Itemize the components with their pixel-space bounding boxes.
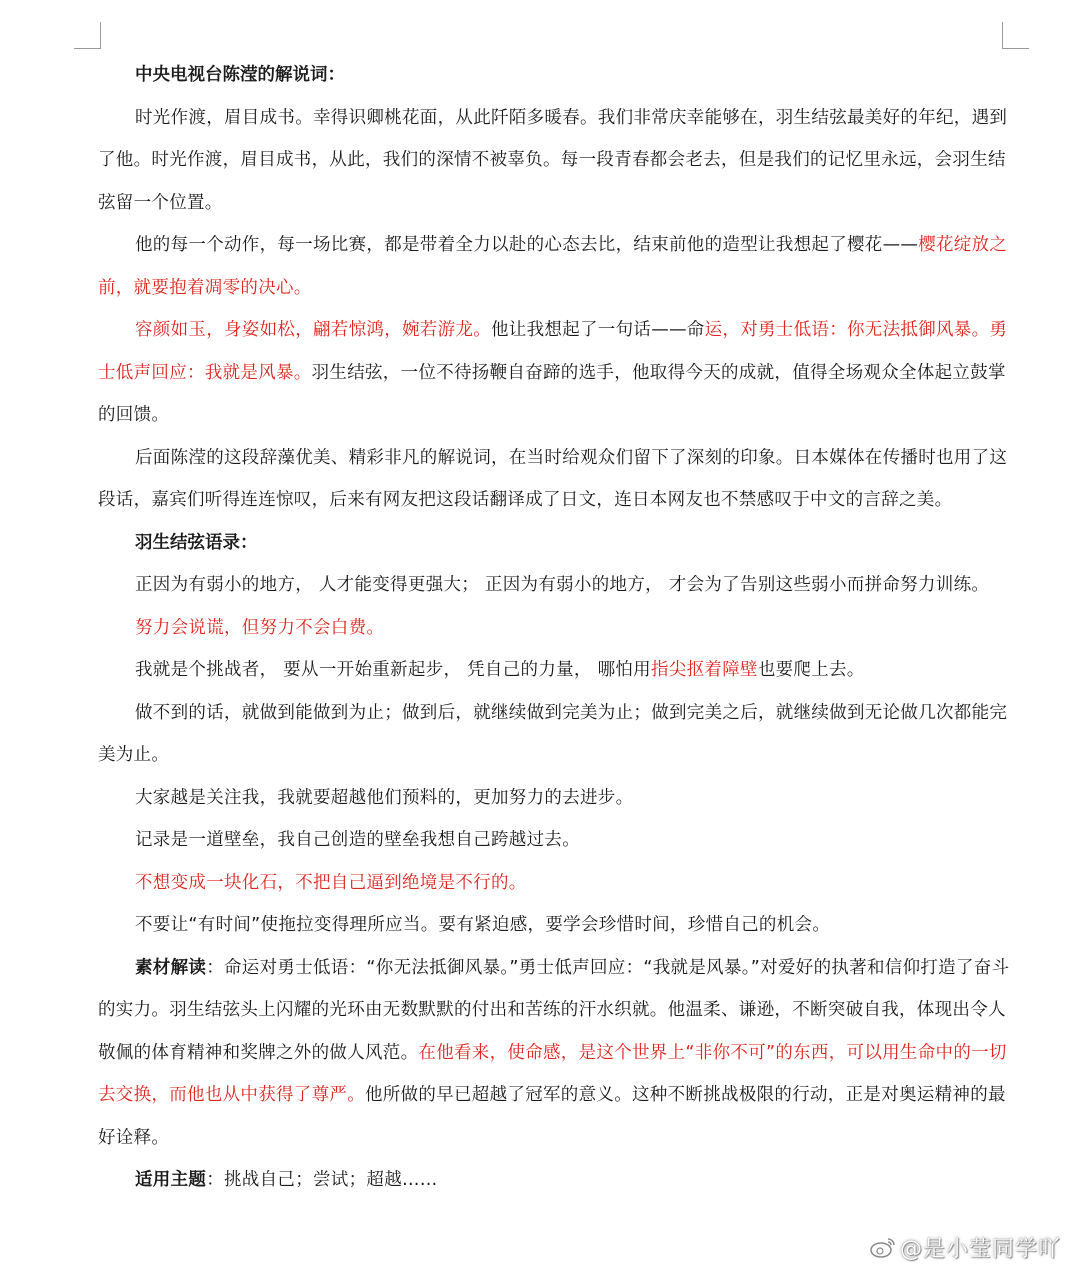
quote-2: 努力会说谎，但努力不会白费。 [135,617,385,638]
quote-4: 做不到的话，就做到能做到为止；做到后，就继续做到完美为止；做到完美之后，就继续做到无论做几次都能完美为止。 [98,702,1008,765]
text-run: 他让我想起了一句话——命 [491,320,705,340]
text-run: 我就是个挑战者， 要从一开始重新起步， 凭自己的力量， 哪怕用 [135,660,651,680]
theme-label: 适用主题 [135,1170,207,1190]
text-run: ：挑战自己；尝试；超越…… [206,1170,438,1190]
quote-3 [98,649,1010,692]
text-run: 他所做的早已超越了冠军的意义。这种不断挑战极限的行动，正是对奥运精神的最好诠释。 [98,1085,1006,1148]
quote-8: 不要让“有时间”使拖拉变得理所应当。要有紧迫感，要学会珍惜时间，珍惜自己的机会。 [135,915,831,935]
highlight-run: 指尖抠着障壁 [651,660,758,680]
text-run: 他的每一个动作，每一场比赛，都是带着全力以赴的心态去比，结束前他的造型让我想起了樱花—— [135,235,919,255]
section-heading-quotes: 羽生结弦语录： [135,532,258,553]
watermark-text: @是小莹同学吖 [900,1237,1062,1262]
quote-7: 不想变成一块化石，不把自己逼到绝境是不行的。 [135,872,527,893]
paragraph-material-analysis [98,947,1010,1160]
paragraph-commentary-4: 后面陈滢的这段辞藻优美、精彩非凡的解说词，在当时给观众们留下了深刻的印象。日本媒体在传播时也用了这段话，嘉宾们听得连连惊叹，后来有网友把这段话翻译成了日文，连日本网友也不禁感叹于中文的言辞之美。 [98,447,1008,510]
highlight-run: 樱花绽放之前，就要抱着凋零的决心。 [98,235,1008,298]
paragraph-commentary-2 [98,224,1010,309]
paragraph-commentary-3 [98,309,1010,437]
quote-1: 正因为有弱小的地方， 人才能变得更强大； 正因为有弱小的地方， 才会为了告别这些弱小而拼命努力训练。 [135,575,990,595]
page-corner-mark-top-right [1002,22,1029,49]
highlight-run: 运，对勇士低语：你无法抵御风暴。勇士低声回应：我就是风暴。 [98,320,1008,383]
text-run: ：命运对勇士低语：“你无法抵御风暴。”勇士低声回应：“我就是风暴。”对爱好的执著和信仰打造了奋斗的实力。羽生结弦头上闪耀的光环由无数默默的付出和苦练的汗水织就。他温柔、谦逊，不断突破自我，体现出令人敬佩的体育精神和奖牌之外的做人风范。 [98,957,1010,1063]
paragraph-applicable-theme [98,1159,1010,1202]
paragraph-commentary-1: 时光作渡，眉目成书。幸得识卿桃花面，从此阡陌多暖春。我们非常庆幸能够在，羽生结弦最美好的年纪，遇到了他。时光作渡，眉目成书，从此，我们的深情不被辜负。每一段青春都会老去，但是我们的记忆里永远，会羽生结弦留一个位置。 [98,107,1008,213]
highlight-run: 容颜如玉，身姿如松，翩若惊鸿，婉若游龙。 [135,320,491,340]
page-corner-mark-top-left [74,22,101,49]
document-page [98,54,1010,1202]
analysis-label: 素材解读 [135,957,207,978]
highlight-run: 在他看来，使命感，是这个世界上“非你不可”的东西，可以用生命中的一切去交换，而他也从中获得了尊严。 [98,1042,1007,1105]
text-run: 羽生结弦，一位不待扬鞭自奋蹄的选手，他取得今天的成就，值得全场观众全体起立鼓掌的回馈。 [98,362,1006,425]
quote-6: 记录是一道壁垒，我自己创造的壁垒我想自己跨越过去。 [135,830,580,850]
quote-5: 大家越是关注我，我就要超越他们预料的，更加努力的去进步。 [135,787,634,808]
weibo-icon [870,1236,896,1264]
text-run: 也要爬上去。 [757,660,865,680]
watermark [870,1232,1061,1264]
section-heading-commentary: 中央电视台陈滢的解说词： [135,65,345,85]
